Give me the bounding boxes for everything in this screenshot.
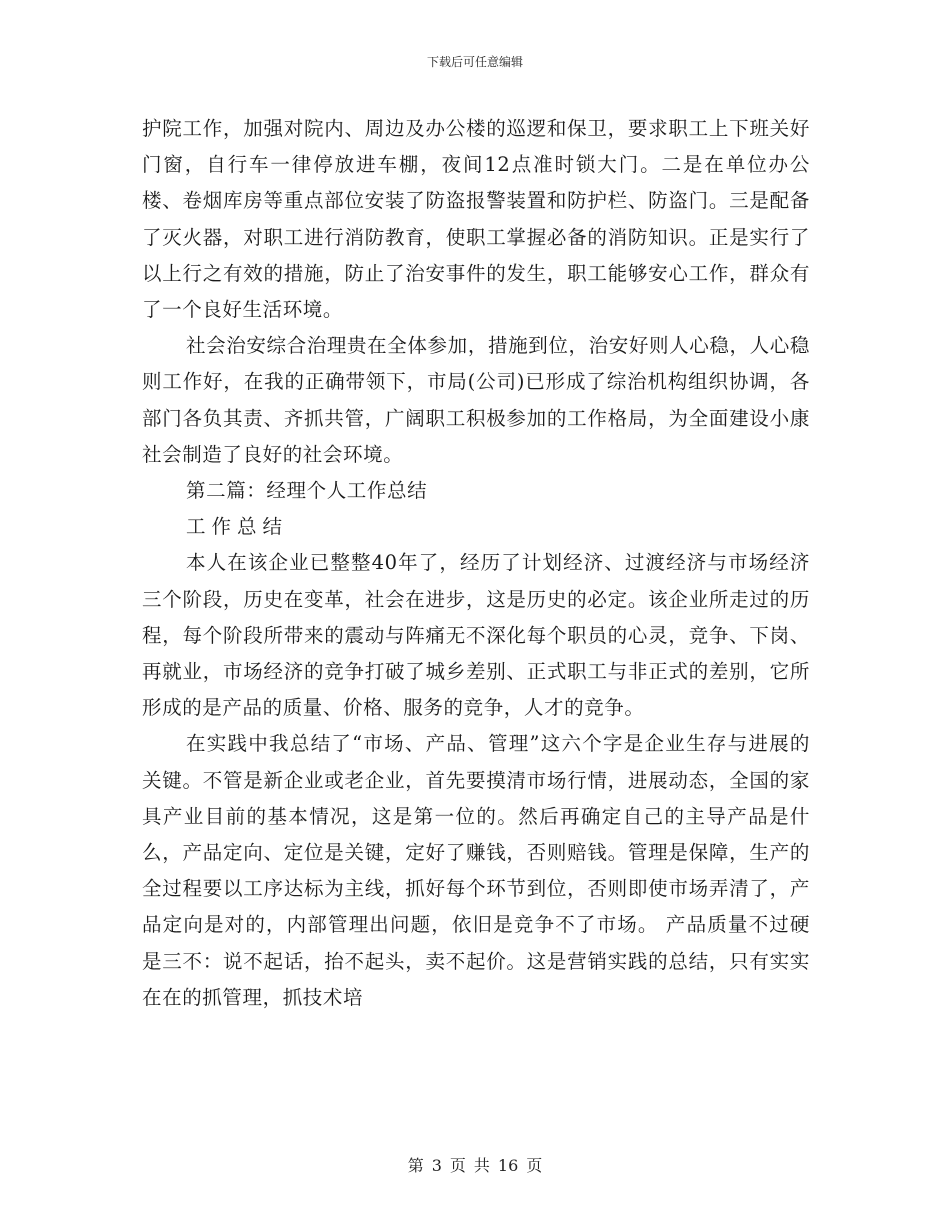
paragraph-4: 在实践中我总结了“市场、产品、管理”这六个字是企业生存与进展的关键。不管是新企业或老企业，首先要摸清市场行情，进展动态，全国的家具产业目前的基本情况，这是第一位的。然后再确定自己的主导产品是什么，产品定向、定位是关键，定好了赚钱，否则赔钱。管理是保障，生产的全过程要以工序达标为主线，抓好每个环节到位，否则即使市场弄清了，产品定向是对的，内部管理出问题，依旧是竞争不了市场。 产品质量不过硬是三不：说不起话，抬不起头，卖不起价。这是营销实践的总结，只有实实在在的抓管理，抓技术培 xyxy=(142,732,810,1009)
paragraph-2: 社会治安综合治理贵在全体参加，措施到位，治安好则人心稳，人心稳则工作好，在我的正确带领下，市局(公司)已形成了综治机构组织协调，各部门各负其责、齐抓共管，广阔职工积极参加的工作格局，为全面建设小康社会制造了良好的社会环境。 xyxy=(142,334,810,466)
paragraph-3: 本人在该企业已整整40年了，经历了计划经济、过渡经济与市场经济三个阶段，历史在变革，社会在进步，这是历史的必定。该企业所走过的历程，每个阶段所带来的震动与阵痛无不深化每个职员的心灵，竞争、下岗、再就业，市场经济的竞争打破了城乡差别、正式职工与非正式的差别，它所形成的是产品的质量、价格、服务的竞争，人才的竞争。 xyxy=(142,551,810,720)
document-body xyxy=(142,111,810,1016)
footer-label-total: 共 xyxy=(473,1156,490,1175)
footer-label-unit2: 页 xyxy=(526,1156,543,1175)
page-footer xyxy=(0,1156,950,1176)
section-heading: 第二篇：经理个人工作总结 xyxy=(186,479,428,503)
footer-label-page: 第 xyxy=(407,1156,424,1175)
section-subheading: 工作总结 xyxy=(186,515,289,539)
paragraph-1: 护院工作，加强对院内、周边及办公楼的巡逻和保卫，要求职工上下班关好门窗，自行车一律停放进车棚，夜间12点准时锁大门。二是在单位办公楼、卷烟库房等重点部位安装了防盗报警装置和防护栏、防盗门。三是配备了灭火器，对职工进行消防教育，使职工掌握必备的消防知识。正是实行了以上行之有效的措施，防止了治安事件的发生，职工能够安心工作，群众有了一个良好生活环境。 xyxy=(142,117,810,322)
footer-label-unit: 页 xyxy=(449,1156,466,1175)
footer-current-page: 3 xyxy=(431,1156,442,1175)
page-header: 下载后可任意编辑 xyxy=(426,55,523,69)
footer-total-pages: 16 xyxy=(497,1156,519,1175)
